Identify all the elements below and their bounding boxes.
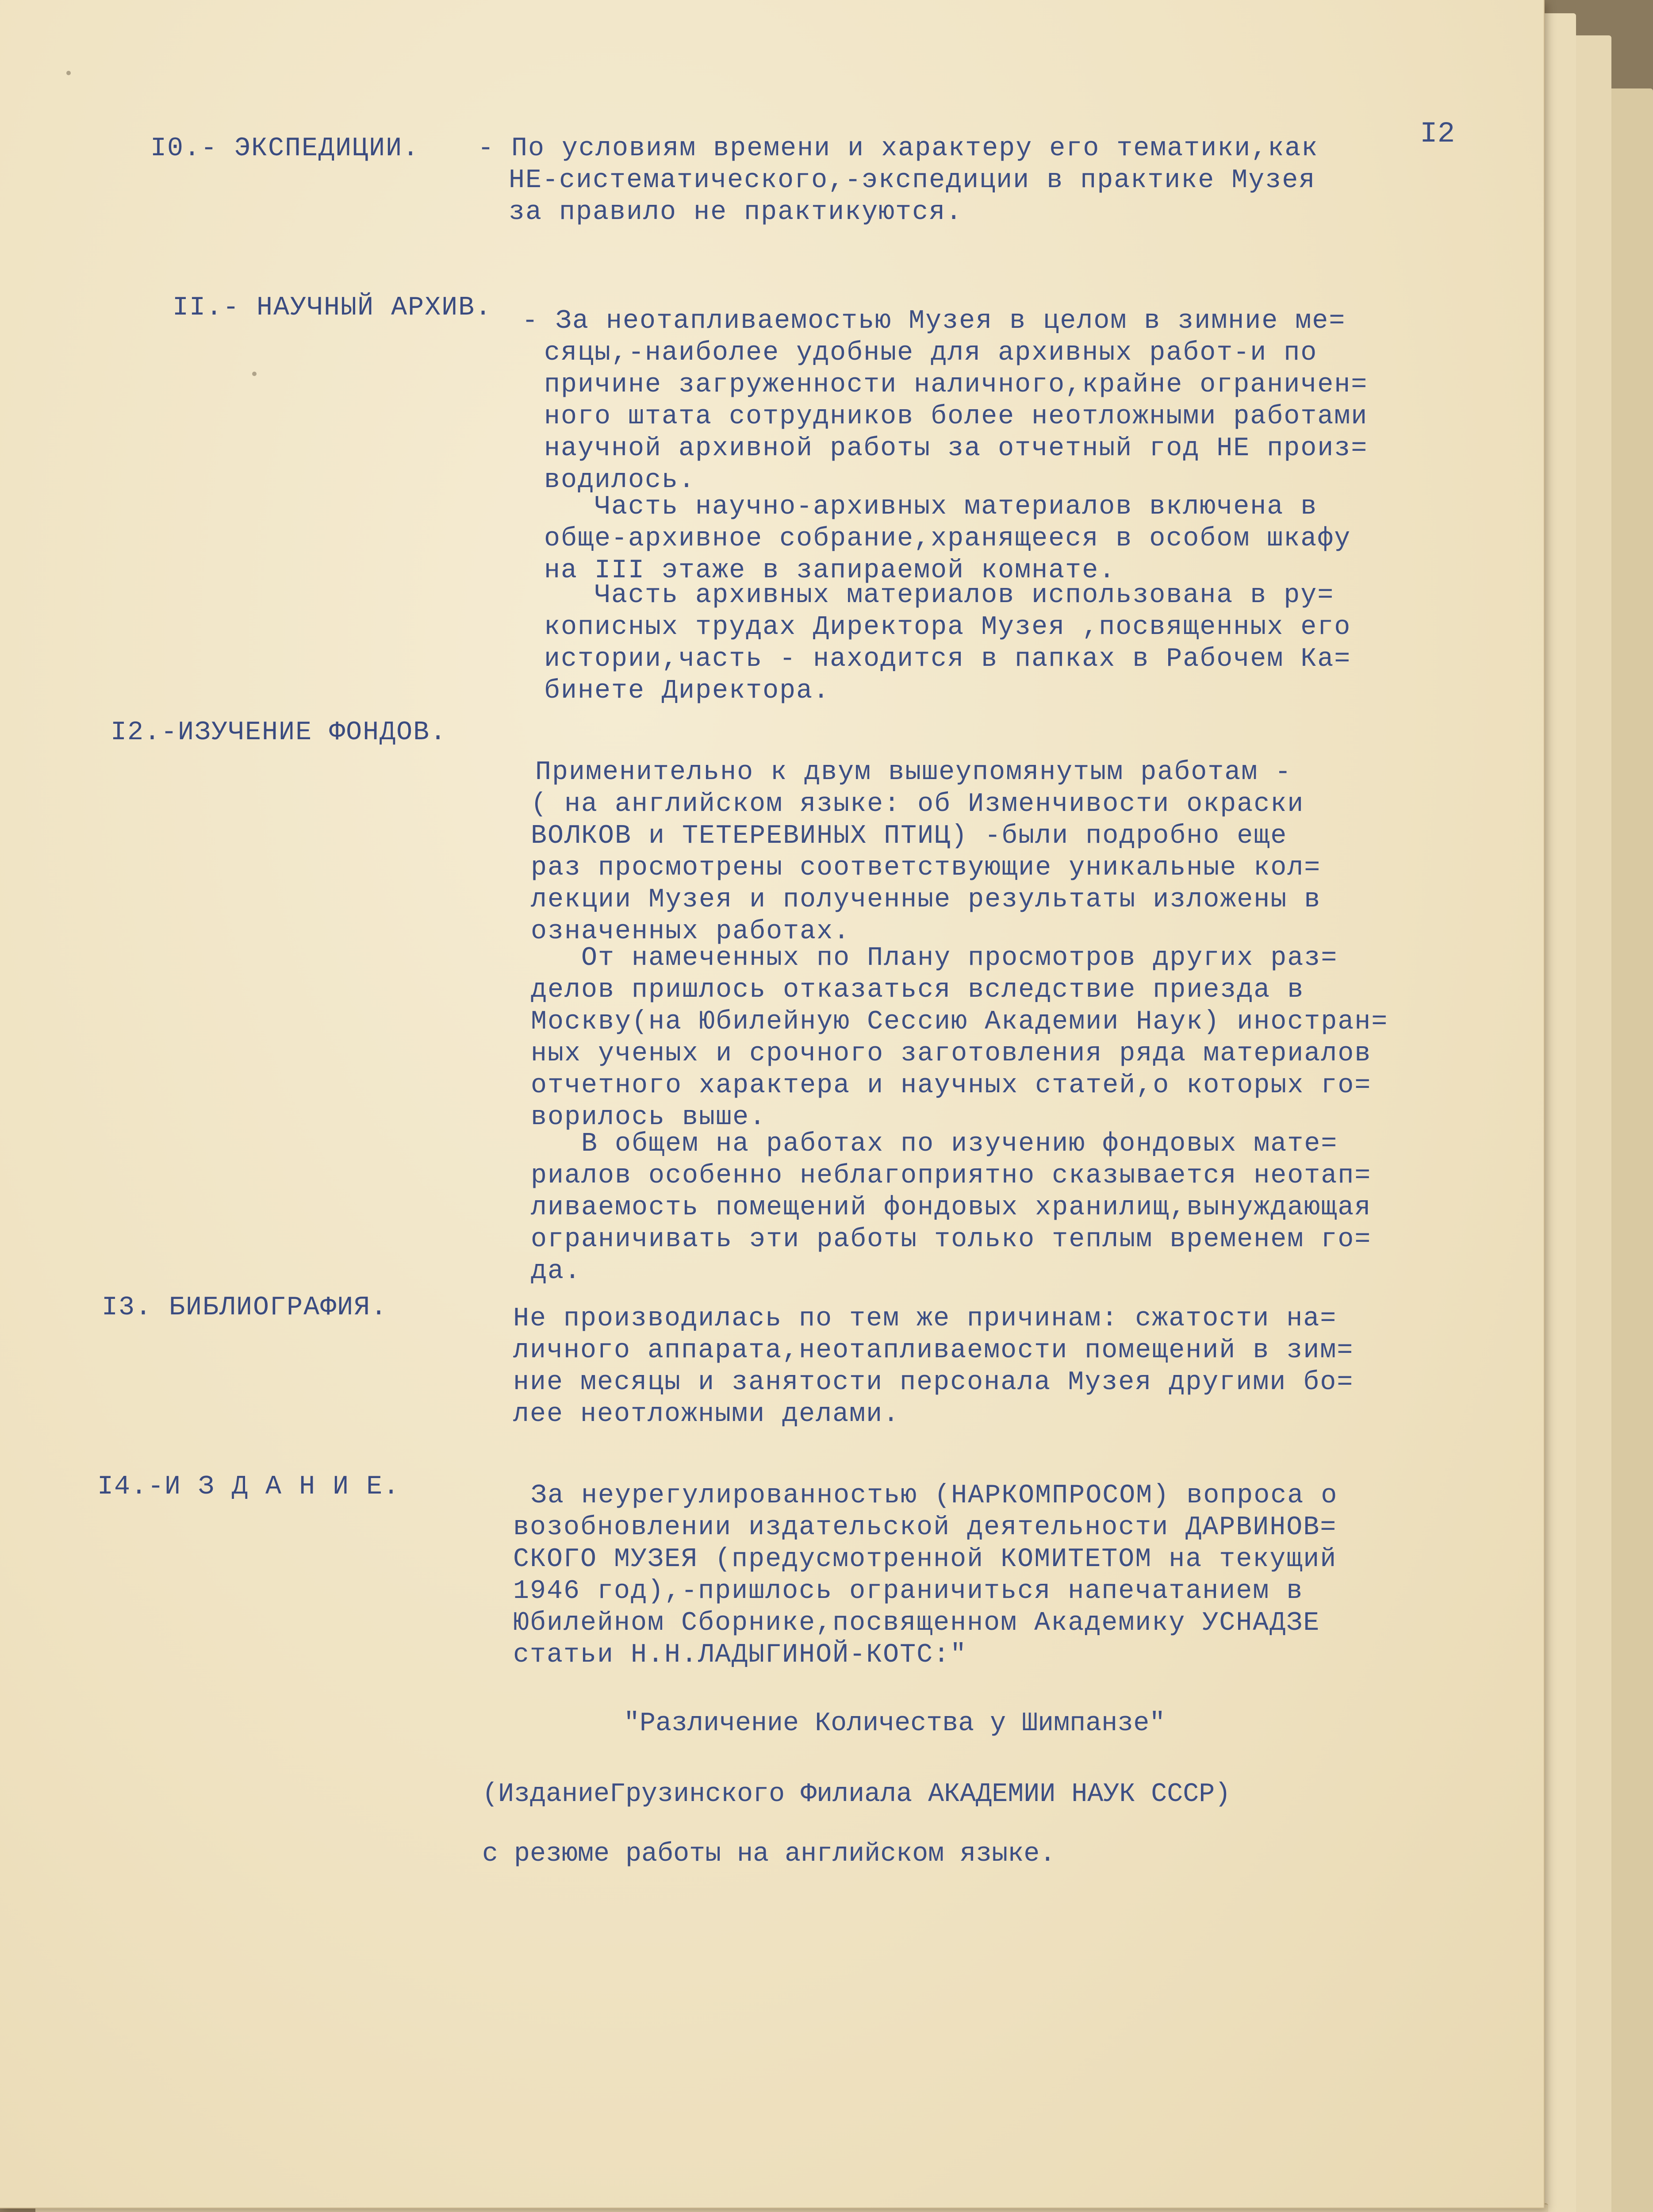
- section-line: бинете Директора.: [544, 676, 830, 706]
- section-line: лекции Музея и полученные результаты изложены в: [531, 885, 1321, 915]
- section-line: В общем на работах по изучению фондовых мате=: [531, 1129, 1338, 1159]
- section-line: за правило не практикуются.: [509, 197, 963, 227]
- section-line: За неурегулированностью (НАРКОМПРОСОМ) вопроса о: [531, 1481, 1338, 1511]
- section-line: СКОГО МУЗЕЯ (предусмотренной КОМИТЕТОМ на текущий: [513, 1544, 1337, 1575]
- paper-speck: [252, 372, 257, 376]
- section-line: Часть научно-архивных материалов включена в: [544, 492, 1318, 522]
- section-line: НЕ-систематического,-экспедиции в практике Музея: [509, 165, 1316, 196]
- section-heading-archive: II.- НАУЧНЫЙ АРХИВ.: [173, 293, 492, 323]
- section-line: Не производилась по тем же причинам: сжатости на=: [513, 1304, 1337, 1334]
- section-heading-publication: I4.-И З Д А Н И Е.: [97, 1472, 400, 1502]
- page-number: I2: [1420, 117, 1455, 150]
- section-heading-bibliography: I3. БИБЛИОГРАФИЯ.: [102, 1293, 388, 1323]
- section-line: От намеченных по Плану просмотров других раз=: [531, 943, 1338, 973]
- section-line: Юбилейном Сборнике,посвященном Академику УСНАДЗЕ: [513, 1608, 1320, 1638]
- section-line: сяцы,-наиболее удобные для архивных работ-и по: [544, 338, 1318, 368]
- section-line: ворилось выше.: [531, 1102, 767, 1133]
- section-line: Часть архивных материалов использована в ру=: [544, 580, 1335, 611]
- section-line: делов пришлось отказаться вследствие приезда в: [531, 975, 1304, 1005]
- section-line: статьи Н.Н.ЛАДЫГИНОЙ-КОТС:": [513, 1640, 967, 1670]
- paper-speck: [66, 71, 71, 75]
- section-line: да.: [531, 1256, 582, 1286]
- section-line: истории,часть - находится в папках в Рабочем Ка=: [544, 644, 1351, 674]
- section-line: ограничивать эти работы только теплым временем го=: [531, 1225, 1372, 1255]
- section-line: кописных трудах Директора Музея ,посвященных его: [544, 612, 1351, 642]
- section-line: ного штата сотрудников более неотложными работами: [544, 402, 1368, 432]
- section-line: обще-архивное собрание,хранящееся в особом шкафу: [544, 524, 1351, 554]
- section-line: водилось.: [544, 465, 696, 495]
- section-line: ние месяцы и занятости персонала Музея другими бо=: [513, 1367, 1354, 1398]
- publisher-note: (ИзданиеГрузинского Филиала АКАДЕМИИ НАУК СССР): [482, 1779, 1231, 1809]
- section-line: возобновлении издательской деятельности ДАРВИНОВ=: [513, 1513, 1337, 1543]
- section-line: Применительно к двум вышеупомянутым работам -: [535, 757, 1292, 787]
- section-line: причине загруженности наличного,крайне ограничен=: [544, 370, 1368, 400]
- section-line: ( на английском языке: об Изменчивости окраски: [531, 789, 1304, 819]
- section-line: личного аппарата,неотапливаемости помещений в зим=: [513, 1336, 1354, 1366]
- section-line: - За неотапливаемостью Музея в целом в зимние ме=: [522, 306, 1346, 336]
- article-title: "Различение Количества у Шимпанзе": [624, 1709, 1166, 1739]
- section-line: Москву(на Юбилейную Сессию Академии Наук) иностран=: [531, 1007, 1388, 1037]
- section-line: риалов особенно неблагоприятно сказывается неотап=: [531, 1161, 1372, 1191]
- section-line: раз просмотрены соответствующие уникальные кол=: [531, 853, 1321, 883]
- section-line: 1946 год),-пришлось ограничиться напечатанием в: [513, 1576, 1304, 1606]
- section-heading-expeditions: I0.- ЭКСПЕДИЦИИ.: [150, 134, 420, 164]
- section-line: ных ученых и срочного заготовления ряда материалов: [531, 1039, 1372, 1069]
- section-line: означенных работах.: [531, 917, 851, 947]
- section-line: ВОЛКОВ и ТЕТЕРЕВИНЫХ ПТИЦ) -были подробно еще: [531, 821, 1288, 851]
- section-line: научной архивной работы за отчетный год НЕ произ=: [544, 434, 1368, 464]
- section-line: ливаемость помещений фондовых хранилищ,вынуждающая: [531, 1193, 1372, 1223]
- summary-note: с резюме работы на английском языке.: [482, 1839, 1056, 1869]
- section-line: - По условиям времени и характеру его тематики,как: [478, 134, 1319, 164]
- section-line: лее неотложными делами.: [513, 1399, 900, 1429]
- section-heading-funds-study: I2.-ИЗУЧЕНИЕ ФОНДОВ.: [111, 718, 447, 748]
- section-line: на III этаже в запираемой комнате.: [544, 556, 1116, 586]
- section-line: отчетного характера и научных статей,о которых го=: [531, 1071, 1372, 1101]
